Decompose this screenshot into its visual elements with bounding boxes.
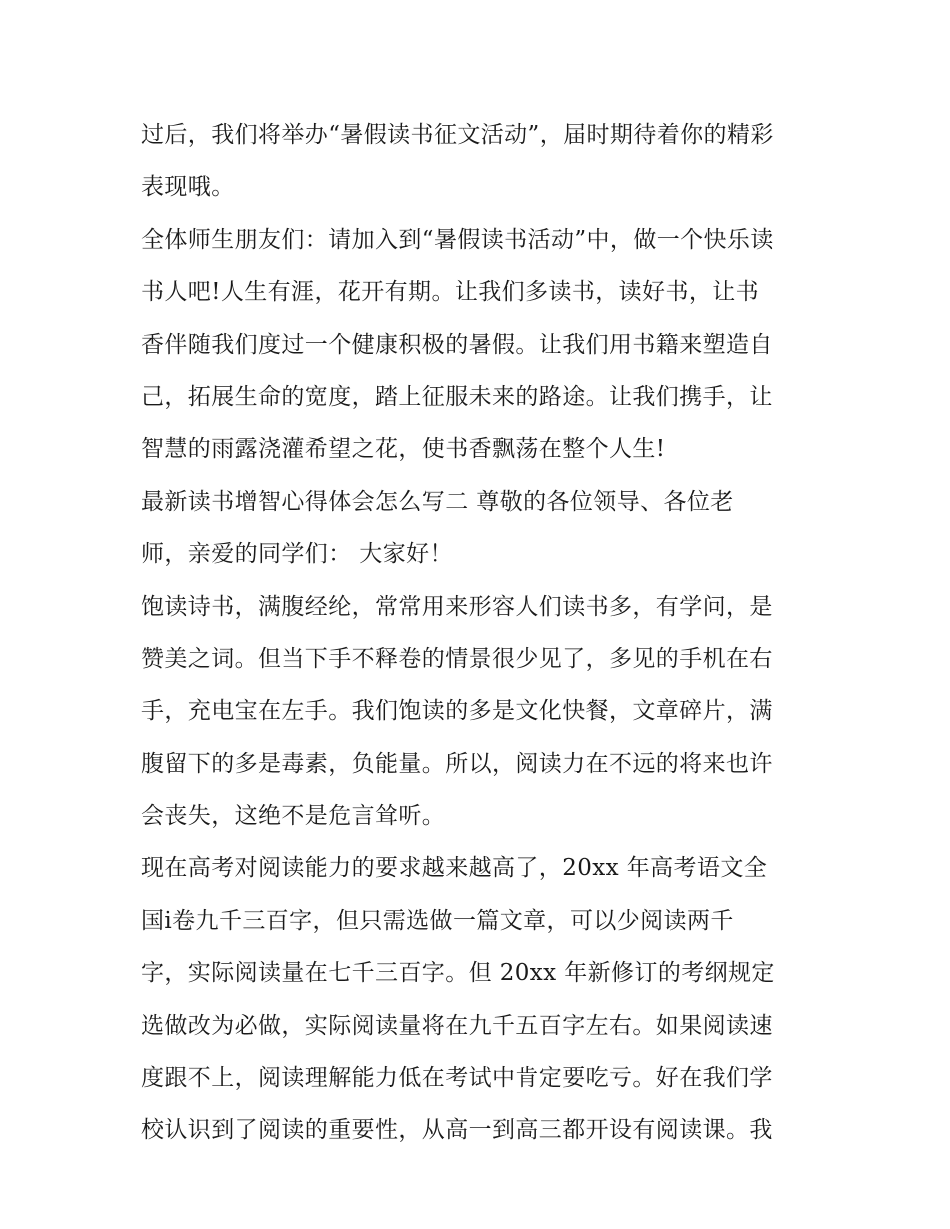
text-line: 己，拓展生命的宽度，踏上征服未来的路途。让我们携手，让 xyxy=(141,383,773,410)
text-line: 赞美之词。但当下手不释卷的情景很少见了，多见的手机在右 xyxy=(141,645,773,672)
document-body xyxy=(141,109,821,1157)
text-line: 饱读诗书，满腹经纶，常常用来形容人们读书多，有学问，是 xyxy=(141,593,773,620)
text-line: 表现哦。 xyxy=(141,174,235,201)
text-line: 师，亲爱的同学们： 大家好！ xyxy=(141,541,453,568)
text-line: 书人吧!人生有涯，花开有期。让我们多读书，读好书，让书 xyxy=(141,279,760,306)
text-line: 腹留下的多是毒素，负能量。所以，阅读力在不远的将来也许 xyxy=(141,750,773,777)
text-line: 国ⅰ卷九千三百字，但只需选做一篇文章，可以少阅读两千 xyxy=(141,907,734,934)
text-line: 会丧失，这绝不是危言耸听。 xyxy=(141,803,446,830)
text-line: 最新读书增智心得体会怎么写二 尊敬的各位领导、各位老 xyxy=(141,488,734,515)
text-line: 现在高考对阅读能力的要求越来越高了，20xx 年高考语文全 xyxy=(141,855,768,882)
text-line: 手，充电宝在左手。我们饱读的多是文化快餐，文章碎片，满 xyxy=(141,698,773,725)
text-line: 香伴随我们度过一个健康积极的暑假。让我们用书籍来塑造自 xyxy=(141,331,773,358)
text-line: 智慧的雨露浇灌希望之花，使书香飘荡在整个人生! xyxy=(141,436,666,463)
text-line: 过后，我们将举办“暑假读书征文活动”，届时期待着你的精彩 xyxy=(141,122,774,148)
text-line: 字，实际阅读量在七千三百字。但 20xx 年新修订的考纲规定 xyxy=(141,960,775,987)
text-line: 度跟不上，阅读理解能力低在考试中肯定要吃亏。好在我们学 xyxy=(141,1065,773,1092)
text-line: 选做改为必做，实际阅读量将在九千五百字左右。如果阅读速 xyxy=(141,1012,773,1039)
text-line: 全体师生朋友们：请加入到“暑假读书活动”中，做一个快乐读 xyxy=(141,226,774,253)
text-line: 校认识到了阅读的重要性，从高一到高三都开设有阅读课。我 xyxy=(141,1117,773,1144)
